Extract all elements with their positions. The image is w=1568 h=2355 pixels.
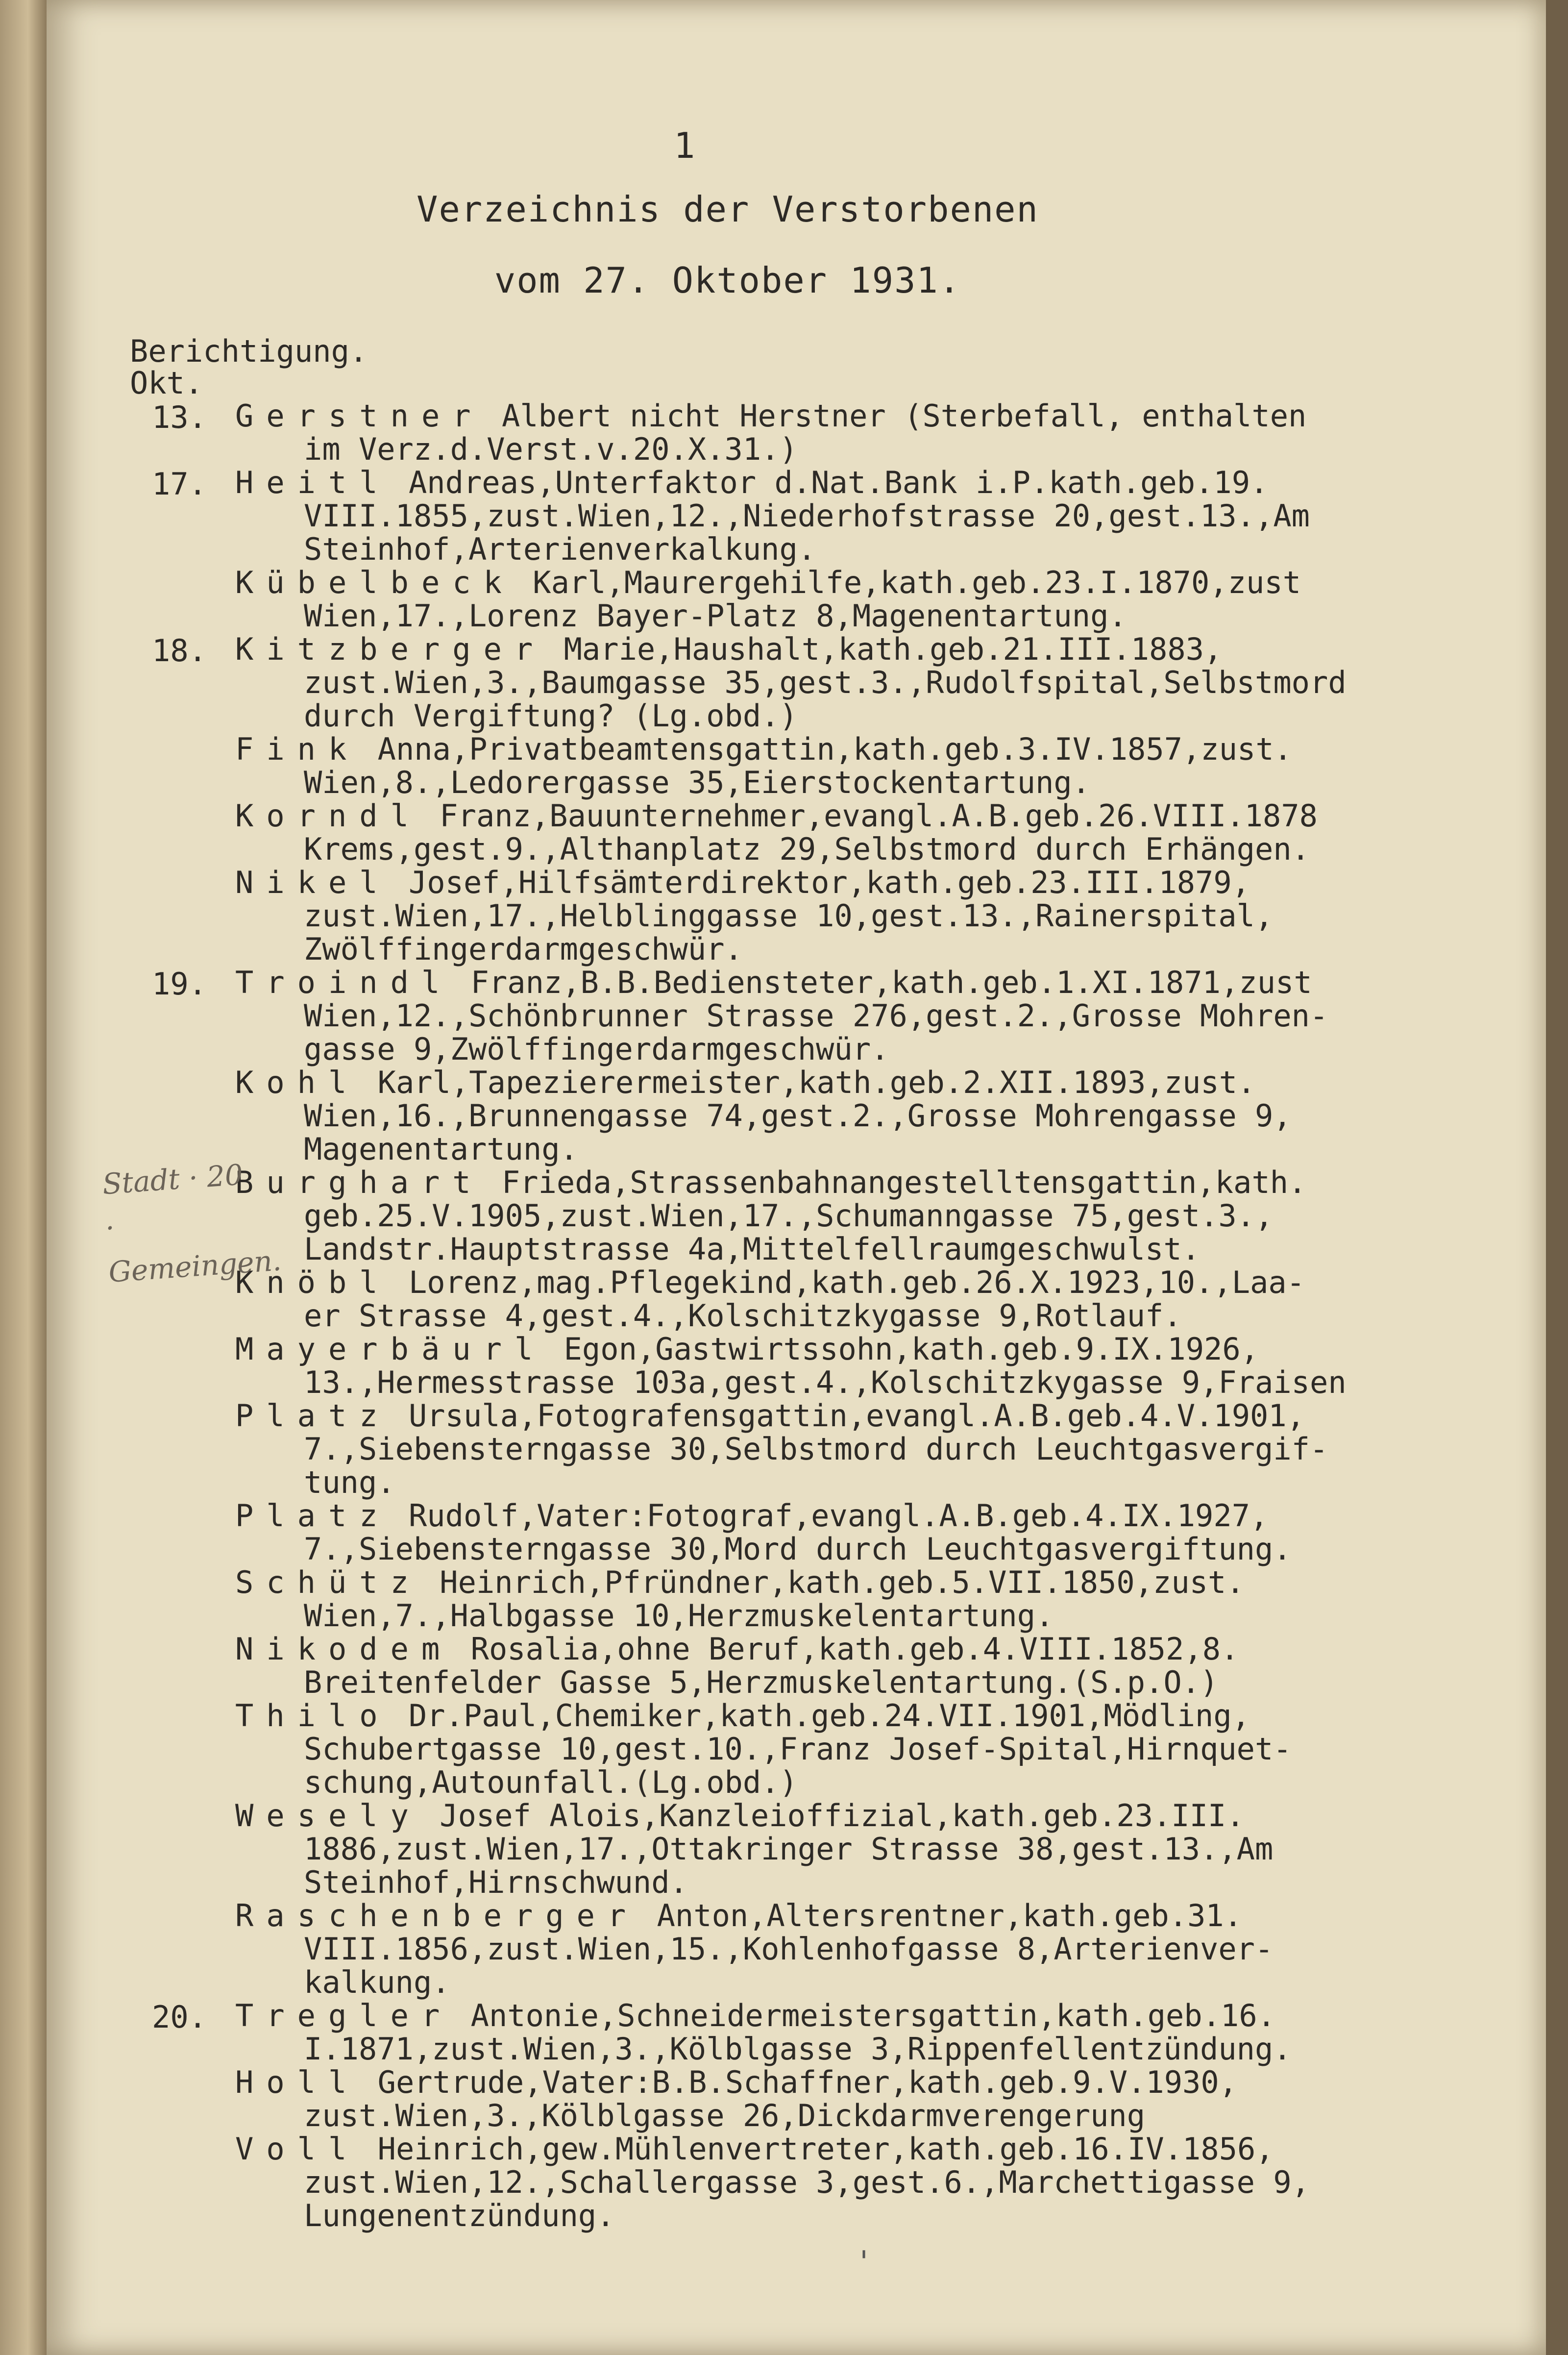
entry-surname: Platz	[235, 1398, 391, 1434]
typed-record	[47, 0, 1546, 2355]
entry-text	[235, 466, 1509, 566]
entry-text	[235, 1399, 1509, 1499]
entry-continuation: 7.,Siebensterngasse 30,Selbstmord durch Leuchtgasvergif- tung.	[304, 1431, 1328, 1500]
entry-text	[235, 399, 1509, 466]
entry-row	[47, 1333, 1546, 1399]
entry-continuation: Wien,7.,Halbgasse 10,Herzmuskelentartung.	[304, 1598, 1054, 1634]
entry-surname: Wesely	[235, 1798, 421, 1834]
entry-continuation: VIII.1855,zust.Wien,12.,Niederhofstrasse 20,gest.13.,Am Steinhof,Arterienverkalkung.	[304, 498, 1310, 567]
entry-continuation: Krems,gest.9.,Althanplatz 29,Selbstmord durch Erhängen.	[304, 831, 1310, 867]
entry-text	[235, 633, 1509, 733]
entry-date: 13.	[152, 399, 207, 435]
entry-row	[47, 399, 1546, 466]
entry-continuation: Wien,8.,Ledorergasse 35,Eierstockentartung.	[304, 765, 1091, 800]
entry-details: Antonie,Schneidermeistersgattin,kath.geb.16.	[452, 1998, 1276, 2033]
entry-text	[235, 1499, 1509, 1566]
entry-surname: Voll	[235, 2131, 360, 2167]
entry-surname: Kübelbeck	[235, 565, 514, 600]
entry-details: Egon,Gastwirtssohn,kath.geb.9.IX.1926,	[545, 1331, 1259, 1367]
entry-text	[235, 966, 1509, 1066]
entry-continuation: I.1871,zust.Wien,3.,Kölblgasse 3,Rippenfellentzündung.	[304, 2031, 1292, 2067]
entry-text	[235, 733, 1509, 799]
document-title: Verzeichnis der Verstorbenen	[416, 189, 1039, 230]
entry-continuation: 13.,Hermesstrasse 103a,gest.4.,Kolschitzkygasse 9,Fraisen	[304, 1364, 1347, 1400]
entry-row	[47, 1799, 1546, 1899]
entry-surname: Kohl	[235, 1065, 360, 1100]
entry-details: Rudolf,Vater:Fotograf,evangl.A.B.geb.4.IX.1927,	[390, 1498, 1269, 1534]
entry-details: Gertrude,Vater:B.B.Schaffner,kath.geb.9.V.1930,	[359, 2064, 1238, 2100]
entry-date: 20.	[152, 1999, 207, 2035]
entry-details: Andreas,Unterfaktor d.Nat.Bank i.P.kath.geb.19.	[390, 465, 1269, 500]
entry-continuation: Wien,17.,Lorenz Bayer-Platz 8,Magenentartung.	[304, 598, 1127, 634]
entry-surname: Gerstner	[235, 398, 484, 434]
entry-surname: Fink	[235, 731, 360, 767]
entry-details: Ursula,Fotografensgattin,evangl.A.B.geb.4.V.1901,	[390, 1398, 1305, 1434]
page-number: 1	[674, 125, 695, 166]
entry-row	[47, 866, 1546, 966]
entry-surname: Nikodem	[235, 1631, 453, 1667]
entry-continuation: Schubertgasse 10,gest.10.,Franz Josef-Spital,Hirnquet- schung,Autounfall.(Lg.obd.)	[304, 1731, 1292, 1800]
entry-row	[47, 1699, 1546, 1799]
entry-details: Franz,Bauunternehmer,evangl.A.B.geb.26.VIII.1878	[421, 798, 1318, 834]
entry-surname: Holl	[235, 2064, 360, 2100]
entry-surname: Knöbl	[235, 1264, 391, 1300]
entry-continuation: Breitenfelder Gasse 5,Herzmuskelentartung.(S.p.O.)	[304, 1664, 1219, 1700]
entry-row	[47, 1066, 1546, 1166]
entry-text	[235, 1999, 1509, 2066]
entry-row	[47, 1999, 1546, 2066]
entry-text	[235, 1566, 1509, 1633]
entry-row	[47, 1899, 1546, 1999]
correction-heading: Berichtigung.	[130, 333, 368, 369]
entry-continuation: zust.Wien,17.,Helblinggasse 10,gest.13.,Rainerspital, Zwölffingerdarmgeschwür.	[304, 898, 1274, 967]
entry-text	[235, 1066, 1509, 1166]
entry-text	[235, 1266, 1509, 1333]
entry-text	[235, 2132, 1509, 2232]
entry-row	[47, 2066, 1546, 2132]
entry-row	[47, 2132, 1546, 2232]
entry-row	[47, 1566, 1546, 1633]
month-label: Okt.	[130, 365, 203, 401]
entry-continuation: er Strasse 4,gest.4.,Kolschitzkygasse 9,Rotlauf.	[304, 1298, 1182, 1334]
entry-surname: Korndl	[235, 798, 421, 834]
entry-continuation: zust.Wien,3.,Kölblgasse 26,Dickdarmverengerung	[304, 2098, 1146, 2133]
entry-text	[235, 799, 1509, 866]
entry-details: Josef,Hilfsämterdirektor,kath.geb.23.III.1879,	[390, 865, 1250, 900]
entry-date: 18.	[152, 633, 207, 669]
entry-details: Albert nicht Herstner (Sterbefall, enthalten	[483, 398, 1307, 434]
entry-text	[235, 1333, 1509, 1399]
entry-details: Marie,Haushalt,kath.geb.21.III.1883,	[545, 631, 1223, 667]
entry-surname: Nikel	[235, 865, 391, 900]
entry-row	[47, 633, 1546, 733]
entry-surname: Tregler	[235, 1998, 453, 2033]
entry-text	[235, 1899, 1509, 1999]
entry-details: Lorenz,mag.Pflegekind,kath.geb.26.X.1923,10.,Laa-	[390, 1264, 1305, 1300]
entry-surname: Raschenberger	[235, 1898, 639, 1934]
document-date: vom 27. Oktober 1931.	[494, 260, 961, 301]
handwritten-margin-note: Stadt · 20 · Gemeingen.	[101, 1158, 283, 1289]
entry-continuation: Wien,16.,Brunnengasse 74,gest.2.,Grosse Mohrengasse 9, Magenentartung.	[304, 1098, 1292, 1167]
entry-date: 17.	[152, 466, 207, 502]
entry-text	[235, 1166, 1509, 1266]
entry-continuation: 7.,Siebensterngasse 30,Mord durch Leuchtgasvergiftung.	[304, 1531, 1292, 1567]
entry-details: Heinrich,Pfründner,kath.geb.5.VII.1850,zust.	[421, 1564, 1245, 1600]
entry-text	[235, 1633, 1509, 1699]
entry-continuation: zust.Wien,3.,Baumgasse 35,gest.3.,Rudolfspital,Selbstmord durch Vergiftung? (Lg.obd.)	[304, 665, 1347, 734]
entry-surname: Platz	[235, 1498, 391, 1534]
entry-row	[47, 1499, 1546, 1566]
entry-row	[47, 733, 1546, 799]
entry-details: Dr.Paul,Chemiker,kath.geb.24.VII.1901,Mödling,	[390, 1698, 1250, 1734]
entry-surname: Schütz	[235, 1564, 421, 1600]
entry-text	[235, 2066, 1509, 2132]
stray-mark: '	[855, 2245, 873, 2279]
entry-text	[235, 1699, 1509, 1799]
entry-details: Franz,B.B.Bediensteter,kath.geb.1.XI.1871,zust	[452, 965, 1312, 1000]
entry-text	[235, 866, 1509, 966]
entry-details: Karl,Tapezierermeister,kath.geb.2.XII.1893,zust.	[359, 1065, 1256, 1100]
entry-row	[47, 466, 1546, 566]
entry-details: Josef Alois,Kanzleioffizial,kath.geb.23.III.	[421, 1798, 1245, 1834]
entry-continuation: geb.25.V.1905,zust.Wien,17.,Schumanngasse 75,gest.3., Landstr.Hauptstrasse 4a,Mittelfellraumgeschwulst.	[304, 1198, 1274, 1267]
entry-continuation: Wien,12.,Schönbrunner Strasse 276,gest.2.,Grosse Mohren- gasse 9,Zwölffingerdarmgeschwür.	[304, 998, 1328, 1067]
entry-date: 19.	[152, 966, 207, 1002]
entry-text	[235, 566, 1509, 633]
entry-row	[47, 566, 1546, 633]
entry-continuation: im Verz.d.Verst.v.20.X.31.)	[304, 431, 798, 467]
entry-surname: Kitzberger	[235, 631, 546, 667]
entry-details: Anna,Privatbeamtensgattin,kath.geb.3.IV.1857,zust.	[359, 731, 1292, 767]
entry-details: Heinrich,gew.Mühlenvertreter,kath.geb.16.IV.1856,	[359, 2131, 1274, 2167]
entry-surname: Burghart	[235, 1165, 484, 1200]
previous-page-edge	[0, 0, 47, 2355]
entry-row	[47, 799, 1546, 866]
entry-surname: Mayerbäurl	[235, 1331, 546, 1367]
entry-row	[47, 1633, 1546, 1699]
entry-surname: Heitl	[235, 465, 391, 500]
entry-surname: Thilo	[235, 1698, 391, 1734]
entries-list	[47, 399, 1546, 2232]
entry-details: Frieda,Strassenbahnangestelltensgattin,kath.	[483, 1165, 1307, 1200]
entry-details: Anton,Altersrentner,kath.geb.31.	[638, 1898, 1243, 1934]
binding-edge	[1546, 0, 1568, 2355]
entry-text	[235, 1799, 1509, 1899]
document-page	[47, 0, 1546, 2355]
entry-continuation: VIII.1856,zust.Wien,15.,Kohlenhofgasse 8,Arterienver- kalkung.	[304, 1931, 1274, 2000]
entry-details: Rosalia,ohne Beruf,kath.geb.4.VIII.1852,8.	[452, 1631, 1239, 1667]
entry-surname: Troindl	[235, 965, 453, 1000]
entry-row	[47, 1399, 1546, 1499]
entry-continuation: 1886,zust.Wien,17.,Ottakringer Strasse 38,gest.13.,Am Steinhof,Hirnschwund.	[304, 1831, 1274, 1900]
entry-details: Karl,Maurergehilfe,kath.geb.23.I.1870,zust	[514, 565, 1301, 600]
entry-continuation: zust.Wien,12.,Schallergasse 3,gest.6.,Marchettigasse 9, Lungenentzündung.	[304, 2164, 1310, 2233]
entry-row	[47, 966, 1546, 1066]
